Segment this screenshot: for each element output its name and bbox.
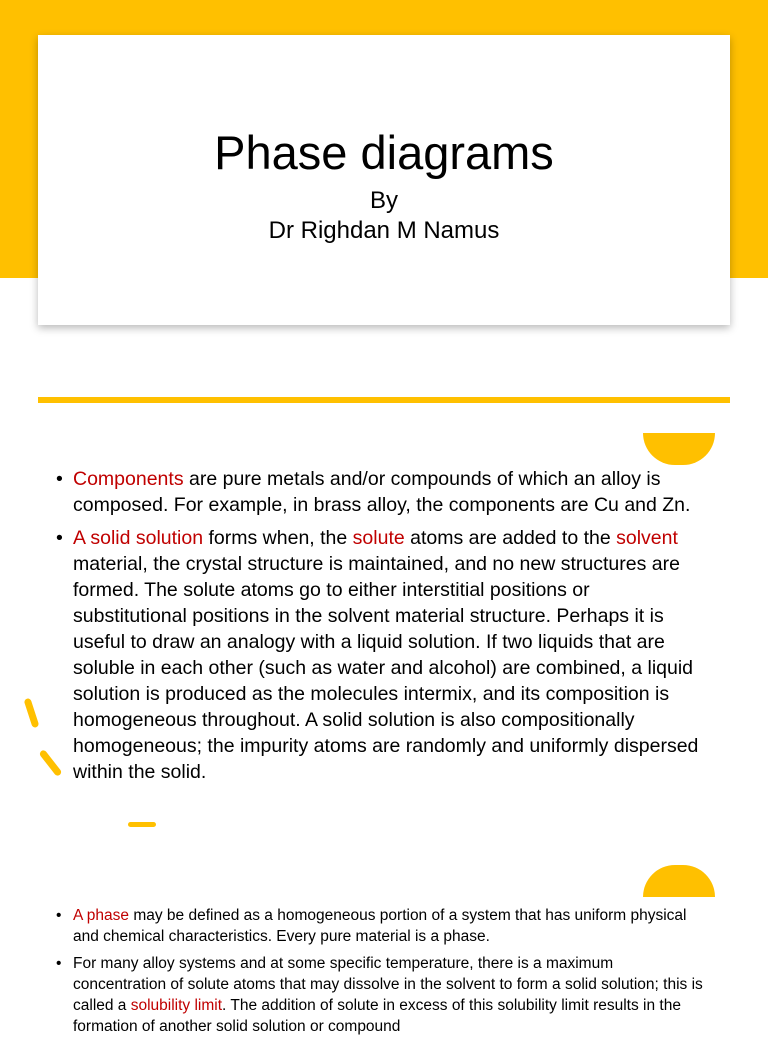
- term-phase: A phase: [73, 907, 130, 924]
- definition-text: For many alloy systems and at some specific temperature, there is a maximum concentration of solute atoms that may dissolve in the solvent to form a solid solution; this is called a: [73, 955, 703, 1014]
- slide-author: Dr Righdan M Namus: [268, 217, 500, 244]
- list-item-solid-solution: [56, 525, 706, 785]
- definition-text: forms when, the: [203, 527, 353, 549]
- decorative-dash: [24, 698, 40, 729]
- list-item-solubility-limit: [56, 953, 706, 1037]
- definitions-list: [56, 466, 706, 785]
- bullet-glyph: •: [56, 468, 63, 490]
- bullet-glyph: •: [56, 527, 63, 549]
- definition-text: . The addition of solute in excess of this solubility limit results in the formation of another solid solution or compound: [73, 997, 681, 1035]
- definition-text: are pure metals and/or compounds of which an alloy is composed. For example, in brass alloy, the components are Cu and Zn.: [73, 468, 691, 516]
- decorative-semicircle-top: [643, 433, 715, 465]
- list-item-phase: [56, 905, 706, 947]
- slide-top-rule: [38, 397, 730, 403]
- title-slide: [38, 35, 730, 325]
- slide-byline: By: [369, 187, 398, 214]
- definition-text: atoms are added to the: [404, 527, 617, 549]
- decorative-dash: [128, 822, 156, 827]
- term-components: Components: [73, 468, 184, 490]
- term-solid-solution: A solid solution: [73, 527, 204, 549]
- term-solubility-limit: solubility limit: [130, 997, 223, 1014]
- slide-title: Phase diagrams: [214, 126, 554, 179]
- term-solvent: solvent: [616, 527, 678, 549]
- term-solute: solute: [352, 527, 405, 549]
- decorative-semicircle-bottom: [643, 865, 715, 897]
- definition-text: material, the crystal structure is maintained, and no new structures are formed. The solute atoms go to either interstitial positions or substitutional positions in the solvent material structure. Perhaps it is useful to draw an analogy with a liquid solution. If two liquids that are soluble in each other (such as water and alcohol) are combined, a liquid solution is produced as the molecules intermix, and its composition is homogeneous throughout. A solid solution is also compositionally homogeneous; the impurity atoms are randomly and uniformly dispersed within the solid.: [73, 553, 699, 783]
- phase-definitions-list: [56, 905, 706, 1037]
- definition-text: may be defined as a homogeneous portion of a system that has uniform physical and chemical characteristics. Every pure material is a phase.: [73, 907, 687, 945]
- bullet-glyph: •: [56, 907, 62, 924]
- list-item-components: [56, 466, 706, 518]
- bullet-glyph: •: [56, 955, 62, 972]
